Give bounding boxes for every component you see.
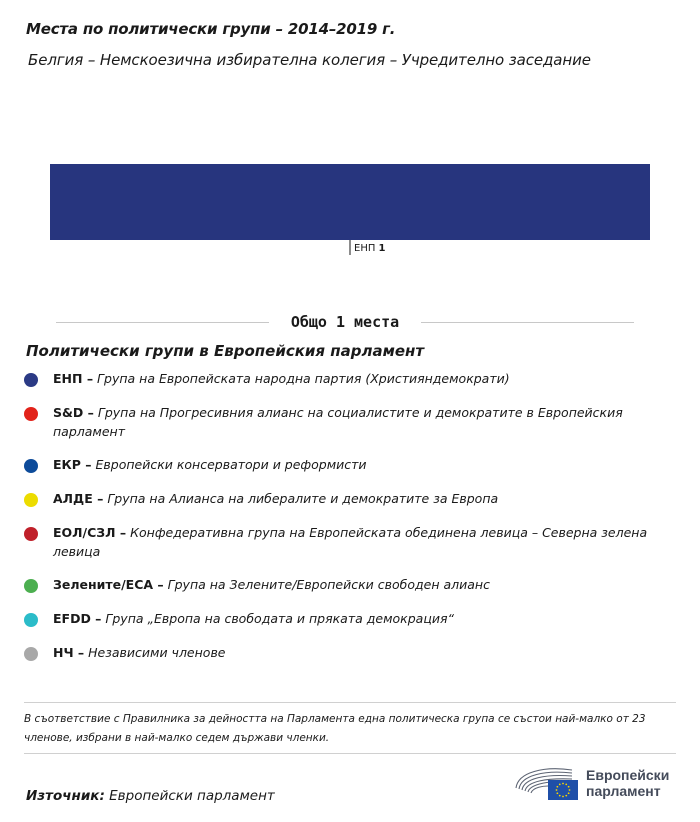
legend-dot-icon bbox=[24, 579, 38, 593]
legend-item-greens-efa bbox=[24, 576, 664, 595]
legend-text bbox=[53, 610, 454, 629]
legend-text bbox=[53, 404, 664, 441]
legend-desc: Група на Европейската народна партия (Християндемократи) bbox=[93, 371, 510, 386]
legend-desc: Група на Прогресивния алианс на социалистите и демократите в Европейския парламент bbox=[53, 405, 623, 439]
legend-abbr: АЛДЕ – bbox=[53, 491, 104, 506]
eu-star-icon bbox=[559, 795, 561, 797]
legend-text bbox=[53, 370, 510, 389]
european-parliament-logo bbox=[514, 764, 669, 802]
source-value: Европейски парламент bbox=[104, 788, 275, 804]
legend-dot-icon bbox=[24, 527, 38, 541]
parliament-emblem-icon bbox=[514, 764, 578, 802]
total-divider-left bbox=[56, 322, 269, 323]
legend-text bbox=[53, 644, 226, 663]
legend-item-epp bbox=[24, 370, 664, 389]
legend-heading: Политически групи в Европейския парламент bbox=[26, 342, 425, 360]
logo-line-1: Европейски bbox=[586, 767, 670, 783]
eu-star-icon bbox=[565, 795, 567, 797]
eu-star-icon bbox=[556, 786, 558, 788]
legend-dot-icon bbox=[24, 647, 38, 661]
note-divider-top bbox=[24, 702, 676, 703]
legend-text bbox=[53, 490, 498, 509]
total-seats bbox=[56, 311, 634, 333]
eu-star-icon bbox=[562, 796, 564, 798]
legend-abbr: ЕНП – bbox=[53, 371, 94, 386]
legend-dot-icon bbox=[24, 493, 38, 507]
legend-item-alde bbox=[24, 490, 664, 509]
legend-desc: Група „Европа на свободата и пряката демокрация“ bbox=[101, 611, 454, 626]
legend-abbr: ЕКР – bbox=[53, 457, 92, 472]
seat-bar-ЕНП bbox=[50, 164, 650, 240]
logo-text bbox=[586, 767, 669, 799]
legend-item-efdd bbox=[24, 610, 664, 629]
legend-text bbox=[53, 524, 664, 561]
legend-desc: Независими членове bbox=[84, 645, 226, 660]
footnote: В съответствие с Правилника за дейността на Парламента една политическа група се състои най-малко от 23 членове, избрани в най-малко седем държави членки. bbox=[24, 713, 646, 744]
total-divider-right bbox=[421, 322, 634, 323]
legend-item-sd bbox=[24, 404, 664, 441]
eu-star-icon bbox=[556, 792, 558, 794]
seat-bar-label-value: 1 bbox=[378, 243, 386, 254]
seat-chart bbox=[0, 150, 700, 260]
legend-item-gue-ngl bbox=[24, 524, 664, 561]
legend-dot-icon bbox=[24, 373, 38, 387]
legend-abbr: S&D – bbox=[53, 405, 94, 420]
legend-dot-icon bbox=[24, 613, 38, 627]
total-label: Общо 1 места bbox=[290, 313, 400, 331]
eu-star-icon bbox=[565, 783, 567, 785]
legend-desc: Конфедеративна група на Европейската обединена левица – Северна зелена левица bbox=[53, 525, 648, 559]
eu-star-icon bbox=[562, 783, 564, 785]
legend-abbr: EFDD – bbox=[53, 611, 102, 626]
eu-star-icon bbox=[559, 783, 561, 785]
legend-desc: Европейски консерватори и реформисти bbox=[91, 457, 367, 472]
legend-dot-icon bbox=[24, 407, 38, 421]
chart-title: Места по политически групи – 2014–2019 г. bbox=[26, 20, 396, 38]
legend-abbr: ЕОЛ/СЗЛ – bbox=[53, 525, 127, 540]
seat-bar-label-name: ЕНП bbox=[354, 243, 379, 254]
eu-star-icon bbox=[569, 789, 571, 791]
source-label: Източник: bbox=[26, 788, 105, 804]
legend-dot-icon bbox=[24, 459, 38, 473]
legend-text bbox=[53, 456, 367, 475]
legend-desc: Група на Алианса на либералите и демократите за Европа bbox=[103, 491, 499, 506]
eu-star-icon bbox=[556, 789, 558, 791]
legend-item-ecr bbox=[24, 456, 664, 475]
note-divider-bottom bbox=[24, 753, 676, 754]
chart-subtitle: Белгия – Немскоезична избирателна колегия – Учредително заседание bbox=[28, 51, 591, 69]
legend-item-ni bbox=[24, 644, 664, 663]
legend-abbr: Зелените/ЕСА – bbox=[53, 577, 164, 592]
source-line bbox=[26, 788, 275, 804]
eu-star-icon bbox=[568, 792, 570, 794]
legend-text bbox=[53, 576, 490, 595]
seat-bar-label bbox=[354, 243, 386, 254]
logo-line-2: парламент bbox=[586, 783, 661, 799]
eu-star-icon bbox=[568, 786, 570, 788]
legend-desc: Група на Зелените/Европейски свободен алианс bbox=[163, 577, 490, 592]
legend-abbr: НЧ – bbox=[53, 645, 85, 660]
